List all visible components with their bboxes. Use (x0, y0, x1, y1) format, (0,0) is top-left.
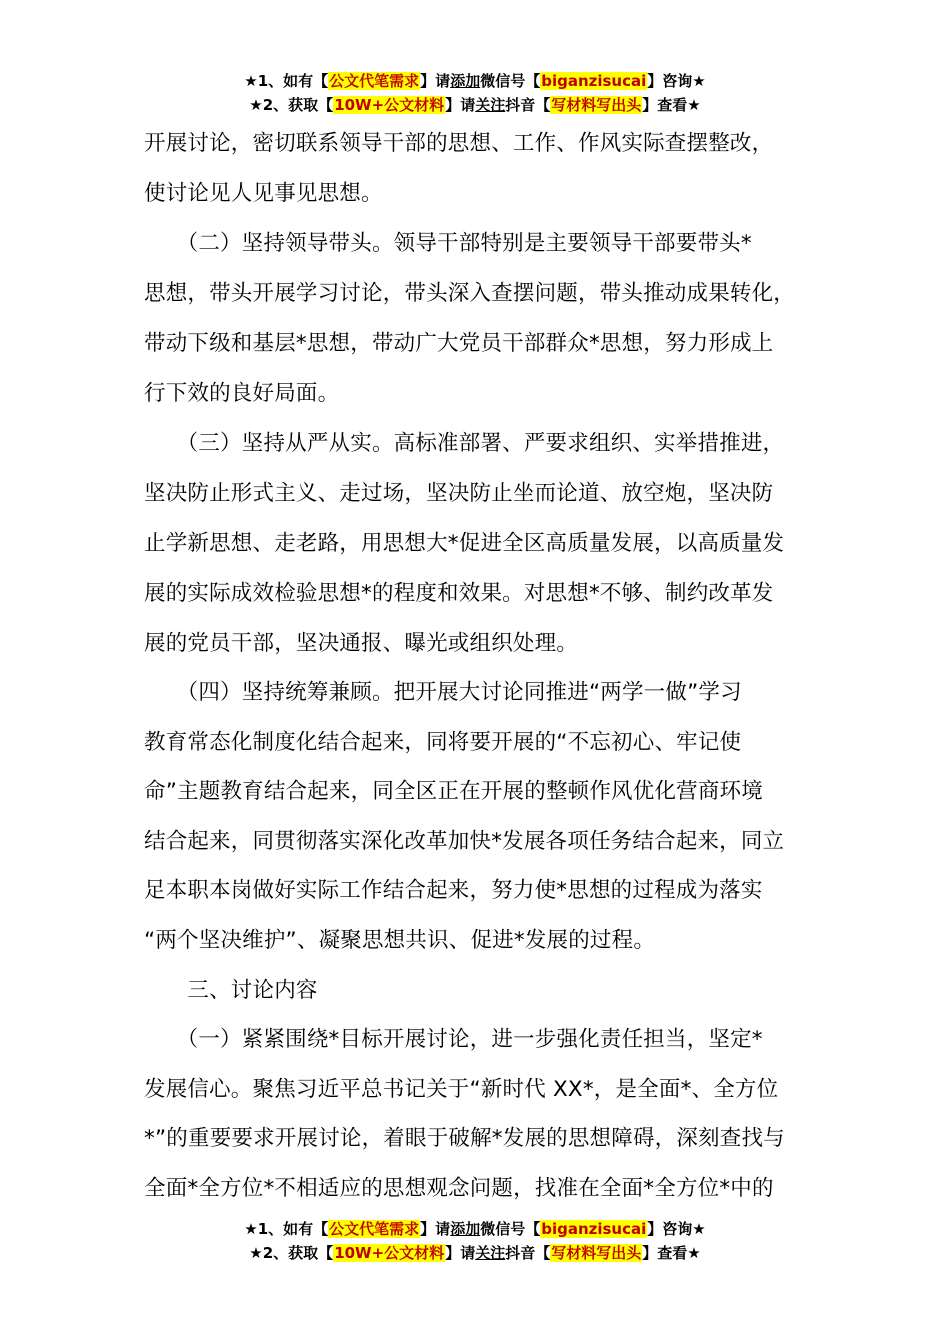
body-line: 教育常态化制度化结合起来，同将要开展的“不忘初心、牢记使 (144, 730, 742, 755)
body-line: 展的实际成效检验思想*的程度和效果。对思想*不够、制约改革发 (144, 581, 774, 606)
body-line: （一）紧紧围绕*目标开展讨论，进一步强化责任担当，坚定* (144, 1027, 763, 1052)
body-line: “两个坚决维护”、凝聚思想共识、促进*发展的过程。 (144, 928, 656, 953)
highlight-materials: 10W+公文材料 (334, 1244, 445, 1262)
body-line: 发展信心。聚焦习近平总书记关于“新时代 XX*，是全面*、全方位 (144, 1077, 779, 1102)
body-line: 行下效的良好局面。 (144, 381, 340, 406)
body-line: 足本职本岗做好实际工作结合起来，努力使*思想的过程成为落实 (144, 878, 763, 903)
body-line: 带动下级和基层*思想，带动广大党员干部群众*思想，努力形成上 (144, 331, 774, 356)
body-line: 坚决防止形式主义、走过场，坚决防止坐而论道、放空炮，坚决防 (144, 481, 774, 506)
body-line: 使讨论见人见事见思想。 (144, 181, 383, 206)
highlight-service: 公文代笔需求 (329, 1220, 420, 1238)
body-line: 止学新思想、走老路，用思想大*促进全区高质量发展，以高质量发 (144, 531, 785, 556)
footer-ad-line-1: ★1、如有【公文代笔需求】请添加微信号【biganzisucai】咨询★ (244, 1220, 706, 1238)
section-heading: 三、讨论内容 (144, 978, 318, 1003)
body-line: （三）坚持从严从实。高标准部署、严要求组织、实举措推进， (144, 431, 785, 456)
body-line: 全面*全方位*不相适应的思想观念问题，找准在全面*全方位*中的 (144, 1176, 774, 1201)
highlight-wechat-id: biganzisucai (541, 1220, 647, 1238)
body-line: 思想，带头开展学习讨论，带头深入查摆问题，带头推动成果转化， (144, 281, 796, 306)
header-ad-line-1: ★1、如有【公文代笔需求】请添加微信号【biganzisucai】咨询★ (244, 72, 706, 90)
body-line: 结合起来，同贯彻落实深化改革加快*发展各项任务结合起来，同立 (144, 829, 785, 854)
highlight-douyin-id: 写材料写出头 (551, 96, 642, 114)
body-line: 开展讨论，密切联系领导干部的思想、工作、作风实际查摆整改， (144, 131, 774, 156)
header-ad-line-2: ★2、获取【10W+公文材料】请关注抖音【写材料写出头】查看★ (249, 96, 701, 114)
body-line: *”的重要要求开展讨论，着眼于破解*发展的思想障碍，深刻查找与 (144, 1126, 785, 1151)
highlight-douyin-id: 写材料写出头 (551, 1244, 642, 1262)
body-line: （四）坚持统筹兼顾。把开展大讨论同推进“两学一做”学习 (144, 680, 742, 705)
highlight-materials: 10W+公文材料 (334, 96, 445, 114)
body-line: 展的党员干部，坚决通报、曝光或组织处理。 (144, 631, 579, 656)
highlight-wechat-id: biganzisucai (541, 72, 647, 90)
highlight-service: 公文代笔需求 (329, 72, 420, 90)
body-line: 命”主题教育结合起来，同全区正在开展的整顿作风优化营商环境 (144, 779, 763, 804)
footer-ad-line-2: ★2、获取【10W+公文材料】请关注抖音【写材料写出头】查看★ (249, 1244, 701, 1262)
body-line: （二）坚持领导带头。领导干部特别是主要领导干部要带头* (144, 231, 752, 256)
